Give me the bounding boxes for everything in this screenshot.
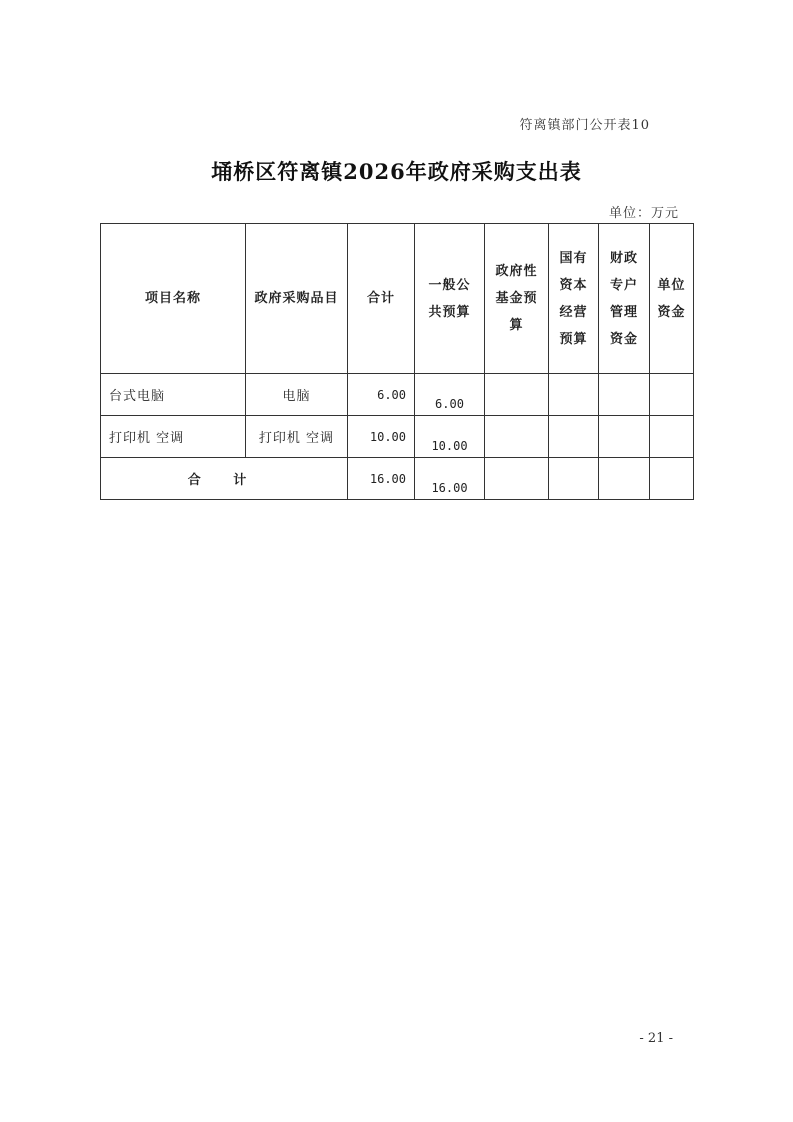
total-cell: 16.00 (348, 458, 415, 500)
table-row (101, 374, 694, 416)
total-cell: 6.00 (348, 374, 415, 416)
column-header: 国有 资本 经营 预算 (549, 224, 599, 374)
column-header: 合计 (348, 224, 415, 374)
doc-tag: 符离镇部门公开表10 (519, 118, 650, 133)
column-header: 项目名称 (101, 224, 246, 374)
state-capital-cell (549, 374, 599, 416)
fund-budget-cell (485, 416, 549, 458)
fund-budget-cell (485, 374, 549, 416)
item-name-cell: 打印机 空调 (101, 416, 246, 458)
column-header: 财政 专户 管理 资金 (599, 224, 650, 374)
item-name-cell: 台式电脑 (101, 374, 246, 416)
unit-label: 单位：万元 (608, 206, 679, 221)
total-label-cell: 合 计 (101, 458, 348, 500)
general-budget-cell: 16.00 (415, 458, 485, 500)
item-category-cell: 电脑 (246, 374, 348, 416)
unit-fund-cell (650, 416, 694, 458)
column-header: 一般公 共预算 (415, 224, 485, 374)
procurement-table (100, 223, 694, 500)
special-account-cell (599, 458, 650, 500)
general-budget-cell: 10.00 (415, 416, 485, 458)
item-category-cell: 打印机 空调 (246, 416, 348, 458)
state-capital-cell (549, 458, 599, 500)
general-budget-cell: 6.00 (415, 374, 485, 416)
column-header: 政府性 基金预 算 (485, 224, 549, 374)
state-capital-cell (549, 416, 599, 458)
table-row (101, 416, 694, 458)
special-account-cell (599, 374, 650, 416)
page-title: 埇桥区符离镇2026年政府采购支出表 (211, 159, 582, 184)
total-cell: 10.00 (348, 416, 415, 458)
page-number: - 21 - (639, 1031, 673, 1046)
column-header: 政府采购品目 (246, 224, 348, 374)
total-row (101, 458, 694, 500)
unit-fund-cell (650, 374, 694, 416)
fund-budget-cell (485, 458, 549, 500)
special-account-cell (599, 416, 650, 458)
table-header-row (101, 224, 694, 374)
unit-fund-cell (650, 458, 694, 500)
column-header: 单位 资金 (650, 224, 694, 374)
